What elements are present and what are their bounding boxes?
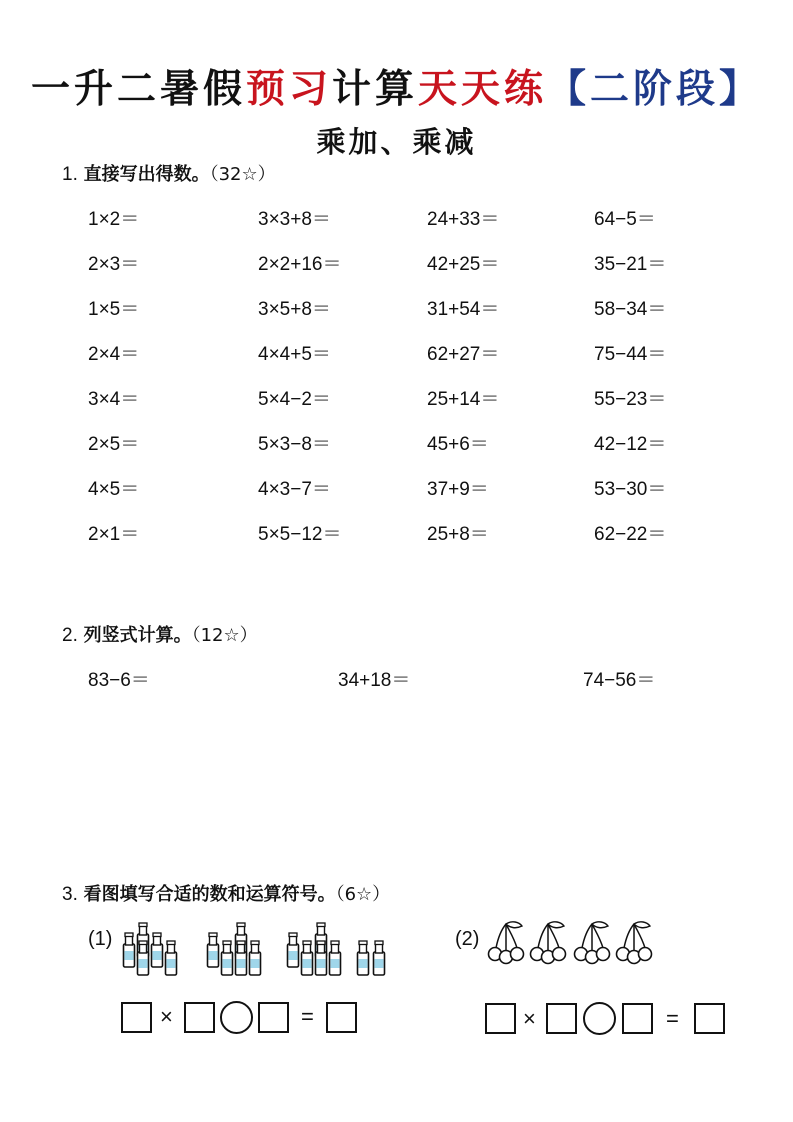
milk-bottle-icon	[250, 941, 261, 975]
equals-sign: =	[301, 1004, 314, 1029]
q1-expression: 24+33＝	[427, 209, 500, 230]
q1-expression: 2×3＝	[88, 254, 140, 275]
times-sign: ×	[160, 1004, 173, 1029]
cherry-bunch-icon	[531, 922, 566, 964]
milk-bottle-icon	[288, 933, 299, 967]
q1-expression: 42−12＝	[594, 434, 667, 455]
milk-bottle-icon	[302, 941, 313, 975]
milk-bottle-icon	[138, 941, 149, 975]
q1-expression: 25+8＝	[427, 524, 489, 545]
milk-bottle-icon	[358, 941, 369, 975]
page-subtitle: 乘加、乘减	[316, 125, 477, 159]
answer-box[interactable]	[622, 1003, 653, 1034]
title-part-4: 天天练	[418, 66, 548, 112]
q3-number: 3.	[62, 884, 78, 905]
milk-bottle-group-1	[124, 923, 177, 975]
q1-expression: 4×4+5＝	[258, 344, 331, 365]
title-part-3: 计算	[331, 66, 418, 112]
q2-heading	[62, 621, 258, 647]
milk-bottle-icon	[316, 941, 327, 975]
q3-sub1-label: (1)	[88, 928, 113, 950]
title-part-5: 【二阶段】	[547, 66, 763, 112]
page-title	[0, 64, 793, 114]
q1-expression: 1×5＝	[88, 299, 140, 320]
milk-bottle-group-3	[288, 923, 341, 975]
q2-text: 列竖式计算。	[83, 625, 192, 646]
milk-bottle-icon	[208, 933, 219, 967]
milk-bottle-icon	[330, 941, 341, 975]
answer-box[interactable]	[694, 1003, 725, 1034]
milk-bottle-icon	[236, 941, 247, 975]
times-sign: ×	[523, 1006, 536, 1031]
cherry-bunch-icon	[575, 922, 610, 964]
q3-heading	[62, 880, 390, 906]
cherry-bunch-icon	[489, 922, 524, 964]
q1-expression: 58−34＝	[594, 299, 667, 320]
q2-item-3: 74−56＝	[583, 670, 656, 691]
q1-expression: 64−5＝	[594, 209, 656, 230]
milk-bottle-icon	[374, 941, 385, 975]
q1-points: （32☆）	[209, 164, 276, 185]
milk-bottle-picture	[118, 920, 390, 978]
milk-bottle-icon	[166, 941, 177, 975]
q3-text: 看图填写合适的数和运算符号。	[83, 884, 336, 905]
q3-points: （6☆）	[335, 884, 391, 905]
q1-expression: 2×1＝	[88, 524, 140, 545]
q1-expression: 55−23＝	[594, 389, 667, 410]
q1-expression: 3×5+8＝	[258, 299, 331, 320]
title-part-2: 预习	[245, 66, 332, 112]
answer-box[interactable]	[258, 1002, 289, 1033]
q2-item-1: 83−6＝	[88, 670, 150, 691]
q1-expression: 2×5＝	[88, 434, 140, 455]
q1-expression: 4×5＝	[88, 479, 140, 500]
q1-expression: 5×4−2＝	[258, 389, 331, 410]
q1-expression: 62−22＝	[594, 524, 667, 545]
title-part-1: 一升二暑假	[30, 66, 246, 112]
operator-circle[interactable]	[583, 1002, 616, 1035]
q1-expression: 35−21＝	[594, 254, 667, 275]
q1-heading	[62, 160, 276, 186]
milk-bottle-group-4	[358, 941, 385, 975]
q1-expression: 5×3−8＝	[258, 434, 331, 455]
q2-number: 2.	[62, 625, 78, 646]
q3-sub2-label: (2)	[455, 928, 480, 950]
q1-expression: 3×4＝	[88, 389, 140, 410]
q1-number: 1.	[62, 164, 78, 185]
milk-bottle-icon	[152, 933, 163, 967]
answer-box[interactable]	[326, 1002, 357, 1033]
milk-bottle-icon	[222, 941, 233, 975]
answer-box[interactable]	[184, 1002, 215, 1033]
milk-bottle-icon	[124, 933, 135, 967]
q2-item-2: 34+18＝	[338, 670, 411, 691]
q1-expression: 3×3+8＝	[258, 209, 331, 230]
q1-expression: 45+6＝	[427, 434, 489, 455]
q1-expression: 62+27＝	[427, 344, 500, 365]
q1-expression: 4×3−7＝	[258, 479, 331, 500]
q2-points: （12☆）	[191, 625, 258, 646]
q1-expression: 25+14＝	[427, 389, 500, 410]
q1-expression: 53−30＝	[594, 479, 667, 500]
cherry-bunch-icon	[617, 922, 652, 964]
q1-expression: 2×4＝	[88, 344, 140, 365]
operator-circle[interactable]	[220, 1001, 253, 1034]
q1-expression: 31+54＝	[427, 299, 500, 320]
q1-expression: 1×2＝	[88, 209, 140, 230]
q1-expression: 2×2+16＝	[258, 254, 342, 275]
q1-expression: 5×5−12＝	[258, 524, 342, 545]
q1-expression: 75−44＝	[594, 344, 667, 365]
q1-text: 直接写出得数。	[83, 164, 210, 185]
answer-box[interactable]	[485, 1003, 516, 1034]
answer-box[interactable]	[546, 1003, 577, 1034]
cherry-picture	[486, 920, 656, 970]
q1-expression: 42+25＝	[427, 254, 500, 275]
equals-sign: =	[666, 1006, 679, 1031]
milk-bottle-group-2	[208, 923, 261, 975]
q1-expression: 37+9＝	[427, 479, 489, 500]
answer-box[interactable]	[121, 1002, 152, 1033]
